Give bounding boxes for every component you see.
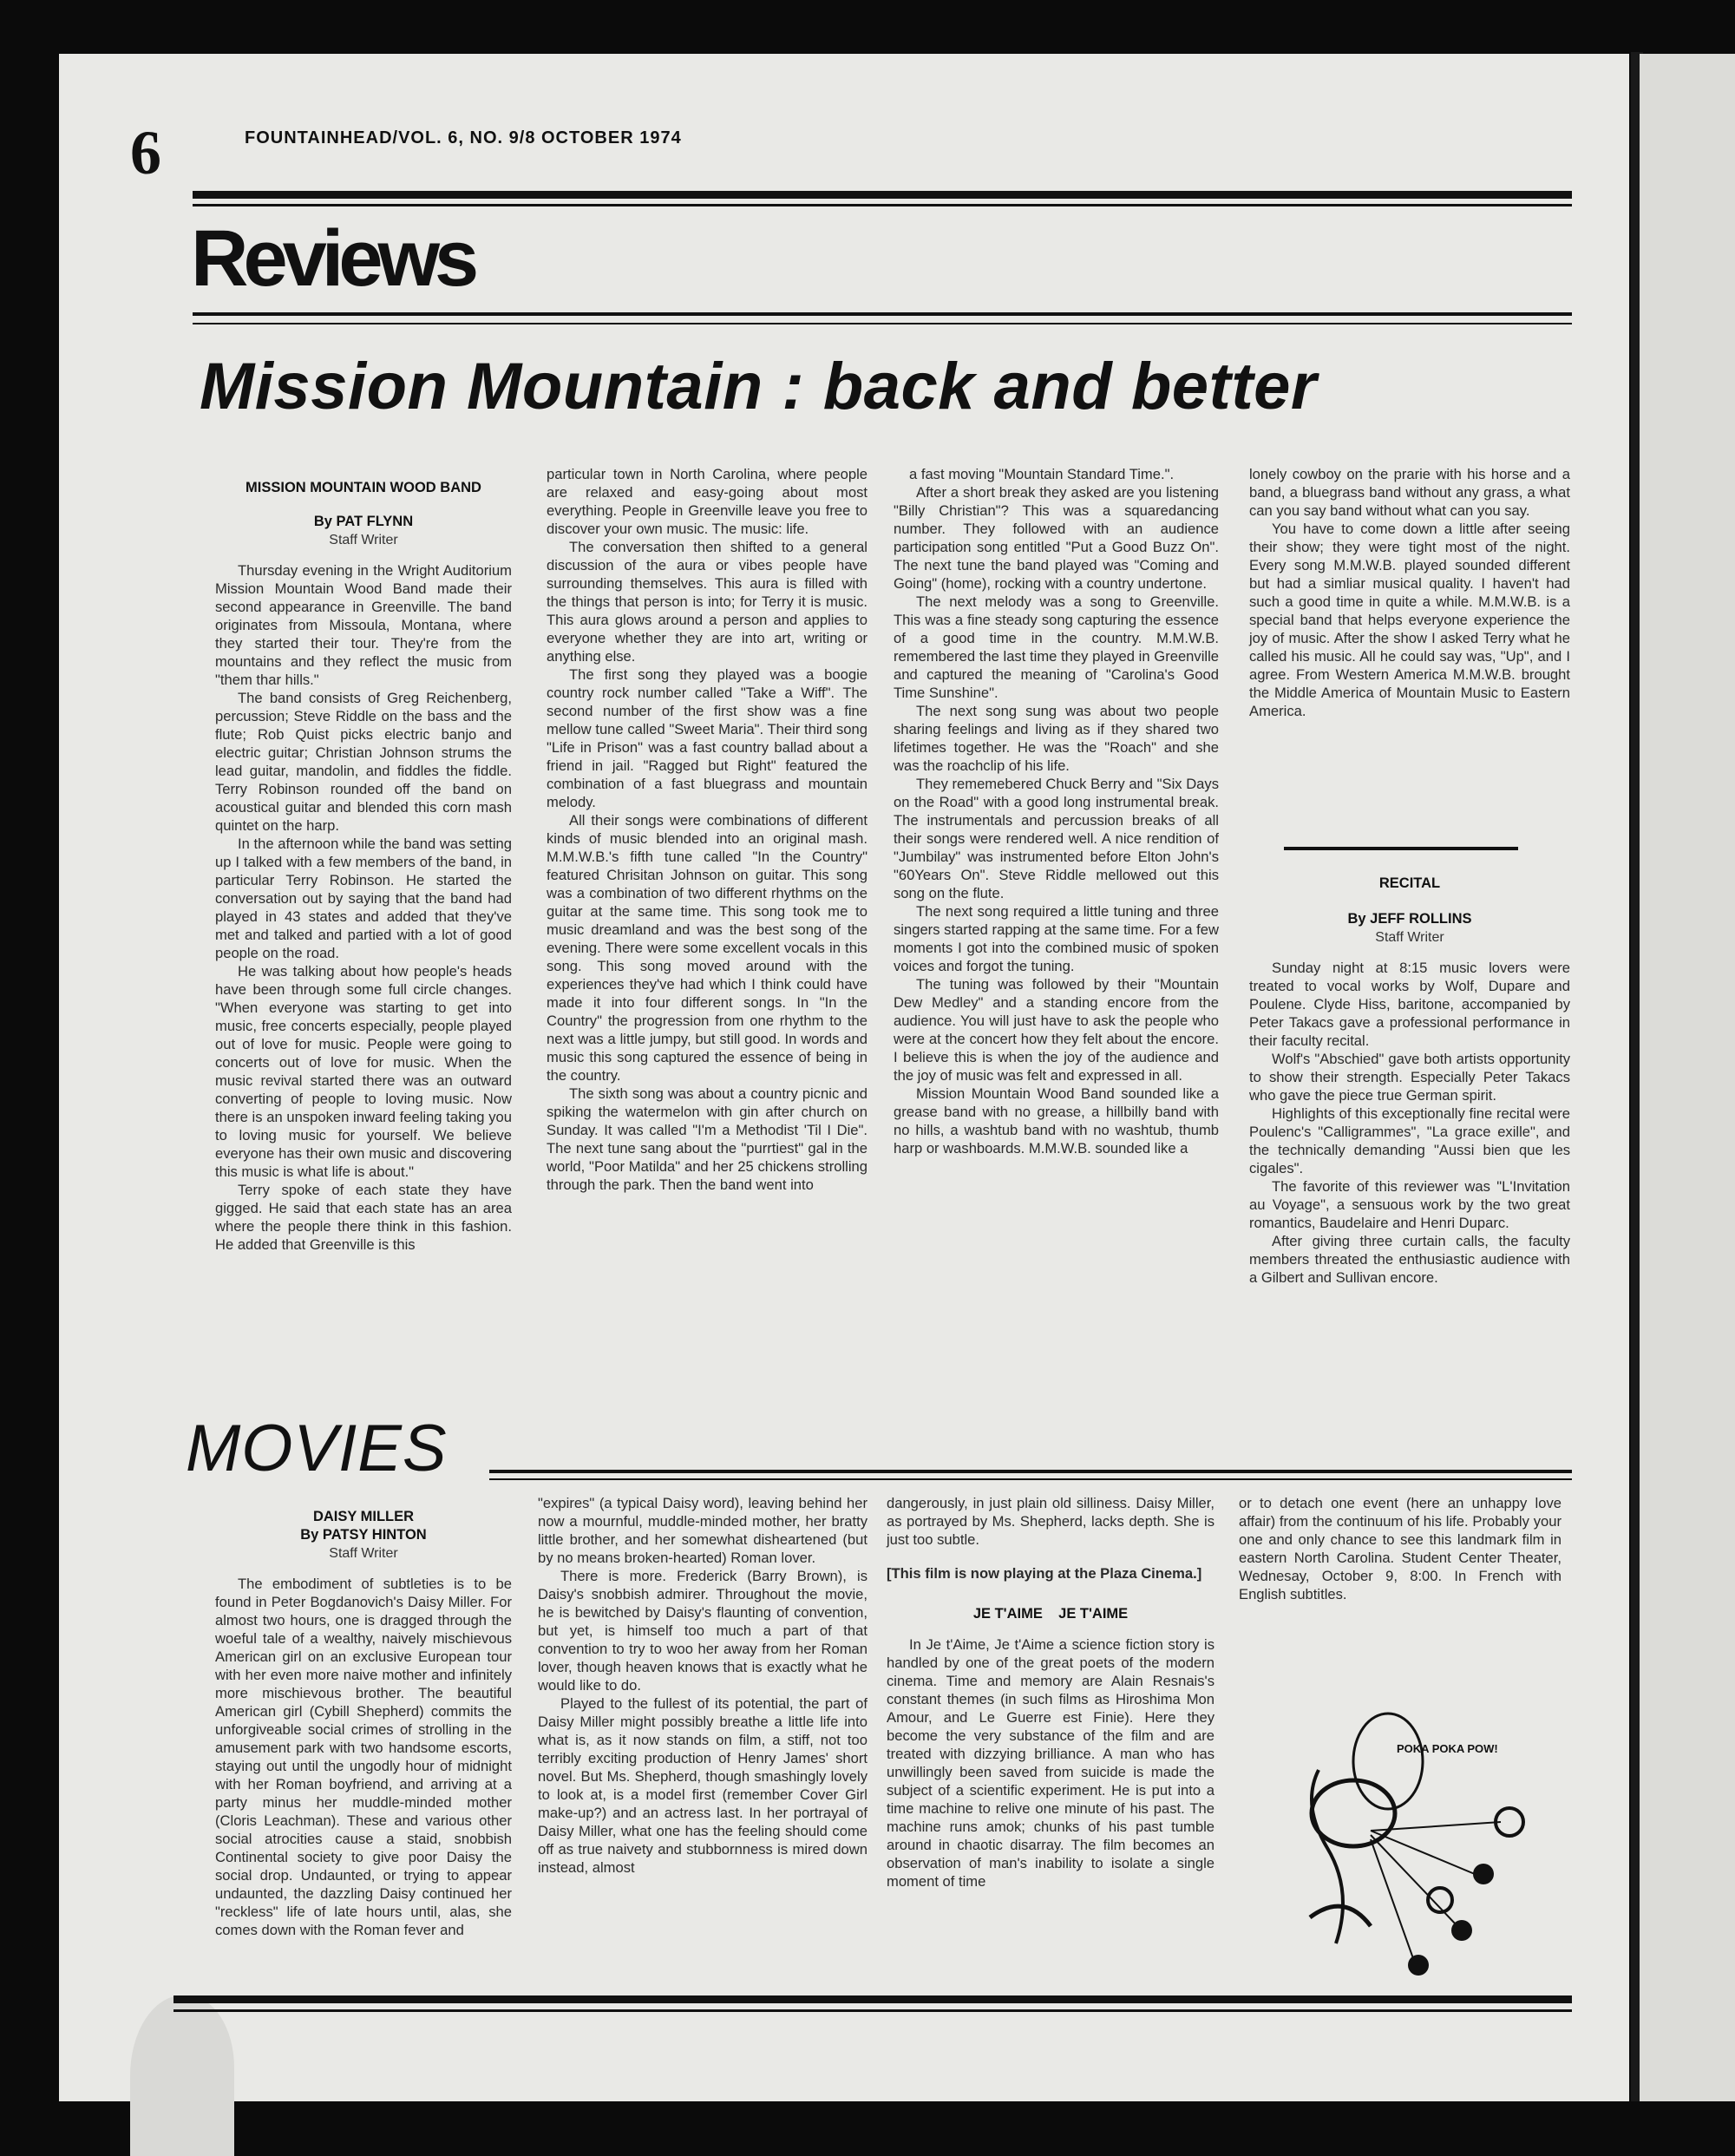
- cartoon-ball: [1473, 1864, 1494, 1884]
- article4-kicker: JE T'AIME JE T'AIME: [972, 1606, 1129, 1622]
- footer-rule-thin: [174, 2009, 1572, 2012]
- paragraph: The band consists of Greg Reichenberg, percussion; Steve Riddle on the bass and the flute; Rob Quist picks electric banjo and electric guitar; Christian Johnson strums the lead guitar, mandolin, and fiddles the fiddle. Terry Robinson rounded off the band on acoustical guitar and blended this corn mash quintet on the harp.: [215, 690, 512, 834]
- article3-byline: By PATSY HINTON: [300, 1527, 427, 1543]
- paragraph: The first song they played was a boogie country rock number called "Take a Wiff". The second number of the first show was a fine mellow tune called "Sweet Maria". Their third song "Life in Prison" was a fast country ballad about a friend in jail. "Ragged but Right" featured the combination of a fast bluegrass and mountain melody.: [547, 666, 868, 810]
- paragraph: Played to the fullest of its potential, the part of Daisy Miller might possibly breathe a little life into what is, as it now stands on film, a stiff, not too terribly exciting production of Henry James' short novel. But Ms. Shepherd, though smashingly lovely to look at, is a model first (remember Cover Girl make-up?) and an actress last. In her portrayal of Daisy Miller, what one has the feeling should come off as true naivety and stubbornness is mired down instead, almost: [538, 1695, 868, 1876]
- article2-credit: Staff Writer: [1375, 930, 1444, 945]
- section-rule-thin: [193, 323, 1572, 324]
- paragraph: a fast moving "Mountain Standard Time.".: [909, 466, 1175, 482]
- paragraph: After giving three curtain calls, the faculty members threated the enthusiastic audience with a Gilbert and Sullivan encore.: [1249, 1233, 1570, 1286]
- paragraph: There is more. Frederick (Barry Brown), is Daisy's snobbish admirer. Throughout the movie, he is bewitched by Daisy's flaunting of convention, but yet, is himself too much a part of that convention to try to woo her away from her Roman lover, though heaven knows that is exactly what he would like to do.: [538, 1568, 868, 1694]
- header-rule: [193, 191, 1572, 199]
- paragraph: dangerously, in just plain old silliness. Daisy Miller, as portrayed by Ms. Shepherd, lacks depth. She is just too subtle.: [887, 1495, 1214, 1548]
- headline: Mission Mountain : back and better: [200, 350, 1317, 423]
- masthead: FOUNTAINHEAD/VOL. 6, NO. 9/8 OCTOBER 1974: [245, 128, 682, 147]
- footer-rule: [174, 1995, 1572, 2003]
- paragraph: The sixth song was about a country picnic and spiking the watermelon with gin after church on Sunday. It was called "I'm a Methodist 'Til I Die". The next tune sang about the "purrtiest" gal in the world, "Poor Matilda" and her 25 chickens strolling through the park. Then the band went into: [547, 1085, 868, 1193]
- paragraph: particular town in North Carolina, where people are relaxed and easy-going about most everything. People in Greenville leave you free to discover your own music. The music: life.: [547, 466, 868, 537]
- section-title: Reviews: [191, 214, 475, 303]
- adjacent-page: [1640, 54, 1735, 2101]
- page-number: 6: [130, 118, 161, 187]
- paragraph: The embodiment of subtleties is to be found in Peter Bogdanovich's Daisy Miller. For almost two hours, one is dragged through the woeful tale of a wealthy, naively mischievous American girl on an exclusive European tour with her even more naive mother and infinitely more mischievous brother. The beautiful American girl (Cybill Shepherd) commits the unforgiveable social crimes of strolling in the amusement park with two handsome escorts, staying out until the ungodly hour of midnight with her Roman boyfriend, and arriving at a party minus her muddle-minded mother (Cloris Leachman). These and various other social atrocities cause a staid, snobbish Continental society to give poor Daisy the social drop. Undaunted, or trying to appear undaunted, the dazzling Daisy continued her "reckless" life of late hours until, alas, she comes down with the Roman fever and: [215, 1576, 512, 1938]
- article2-byline: By JEFF ROLLINS: [1347, 911, 1472, 927]
- paragraph: He was talking about how people's heads have been through some full circle changes. "When everyone was starting to get into music, free concerts especially, people played out of love for music. People were going to concerts out of love for music. When the music revival started there was an outward converting of people to loving music. Now there is an unspoken inward feeling taking you to loving music for yourself. We believe everyone has their own music and discovering this music is what life is about.": [215, 963, 512, 1180]
- article1-col4: [1249, 465, 1570, 720]
- article3-col3: [887, 1494, 1214, 1891]
- paragraph: "expires" (a typical Daisy word), leaving behind her now a mournful, muddle-minded mother, her bratty little brother, and her somewhat disheartened (but by no means broken-hearted) Roman lover.: [538, 1495, 868, 1566]
- article2: [1249, 875, 1570, 1287]
- article1-col1: [215, 479, 512, 1254]
- movies-rule: [489, 1470, 1572, 1473]
- article4-col4: [1239, 1494, 1562, 1603]
- article1-col2: [547, 465, 868, 1194]
- article3-col1: [215, 1508, 512, 1939]
- article3-col2: [538, 1494, 868, 1877]
- paragraph: You have to come down a little after seeing their show; they were tight most of the night. Every song M.M.W.B. played sounded different but had a simliar musical quality. I haven't had such a good time in quite a while. M.M.W.B. is a special band that helps everyone experience the joy of music. After the show I asked Terry what he called his music. All he could say was, "Up", and I agree. From Western America M.M.W.B. brought the Middle America of Mountain Music to Eastern America.: [1249, 521, 1570, 719]
- paragraph: They rememebered Chuck Berry and "Six Days on the Road" with a good long instrumental break. The instrumentals and percussion breaks of all their songs were rendered well. A nice rendition of "Jumbilay" was instrumented before Elton John's "60Years On". Steve Riddle mellowed out this song on the flute.: [894, 776, 1219, 901]
- cartoon-caption: POKA POKA POW!: [1397, 1742, 1498, 1755]
- paragraph: lonely cowboy on the prarie with his horse and a band, a bluegrass band without any grass, a what can you say band without what can you say.: [1249, 466, 1570, 519]
- movies-rule-thin: [489, 1478, 1572, 1480]
- paragraph: The conversation then shifted to a general discussion of the aura or vibes people have surrounding themselves. This aura is filled with the things that person is into; for Terry it is music. This aura glows around a person and applies to everyone whether they are into art, writing or anything else.: [547, 539, 868, 665]
- article2-kicker: RECITAL: [1378, 875, 1441, 891]
- cartoon-illustration: [1284, 1701, 1544, 1987]
- column-divider: [1284, 847, 1518, 850]
- paragraph: The next melody was a song to Greenville. This was a fine steady song capturing the essence of a good time in the country. M.M.W.B. remembered the last time they played in Greenville and captured the meaning of "Carolina's Good Time Sunshine".: [894, 593, 1219, 701]
- article3-kicker: DAISY MILLER: [312, 1509, 415, 1524]
- paragraph: Sunday night at 8:15 music lovers were treated to vocal works by Wolf, Dupare and Poulene. Clyde Hiss, baritone, accompanied by Peter Takacs gave a professional performance in their faculty recital.: [1249, 960, 1570, 1049]
- article1-col3: [894, 465, 1219, 1157]
- paragraph: The tuning was followed by their "Mountain Dew Medley" and a standing encore from the audience. You will just have to ask the people who were at the concert how they felt about the encore. I believe this is when the joy of the audience and the joy of music was felt and expressed in all.: [894, 976, 1219, 1084]
- paragraph: The favorite of this reviewer was "L'Invitation au Voyage", a sensuous work by the two great romantics, Baudelaire and Henri Duparc.: [1249, 1178, 1570, 1231]
- thumb-shadow: [130, 1995, 234, 2156]
- paragraph: After a short break they asked are you listening "Billy Christian"? This was a squaredancing number. They followed with an audience participation song entitled "Put a Good Buzz On". The next tune the band played was "Coming and Going" (home), rocking with a country undertone.: [894, 484, 1219, 592]
- article1-byline: By PAT FLYNN: [313, 514, 414, 529]
- paragraph: Mission Mountain Wood Band sounded like a grease band with no grease, a hillbilly band with no hills, a washtub band with no washtub, thumb harp or washboards. M.M.W.B. sounded like a: [894, 1085, 1219, 1157]
- film-note: [This film is now playing at the Plaza Cinema.]: [887, 1565, 1202, 1582]
- article3-credit: Staff Writer: [329, 1546, 398, 1561]
- movies-title: MOVIES: [186, 1412, 448, 1485]
- cartoon-ball: [1408, 1955, 1429, 1976]
- section-rule: [193, 312, 1572, 316]
- paragraph: The next song sung was about two people sharing feelings and living as if they shared two lifetimes together. He was the "Roach" and she was the roachclip of his life.: [894, 703, 1219, 774]
- paragraph: Thursday evening in the Wright Auditorium Mission Mountain Wood Band made their second appearance in Greenville. The band originates from Missoula, Montana, where they started their tour. They're from the mountains and they reflect the music from "them thar hills.": [215, 562, 512, 688]
- article1-credit: Staff Writer: [329, 533, 398, 547]
- paragraph: Terry spoke of each state they have gigged. He said that each state has an area where the people there think in this fashion. He added that Greenville is this: [215, 1182, 512, 1253]
- paragraph: Highlights of this exceptionally fine recital were Poulenc's "Calligrammes", "La grace exille", and the technically demanding "Aussi bien que les cigales".: [1249, 1105, 1570, 1176]
- cartoon-ball: [1451, 1920, 1472, 1941]
- article1-kicker: MISSION MOUNTAIN WOOD BAND: [246, 480, 481, 495]
- paragraph: The next song required a little tuning and three singers started rapping at the same time. For a few moments I got into the combined music of spoken voices and forgot the tuning.: [894, 903, 1219, 974]
- paragraph: In the afternoon while the band was setting up I talked with a few members of the band, in particular Terry Robinson. He started the conversation out by saying that the band had played in 43 states and added that they've met and talked and partied with a lot of good people on the road.: [215, 836, 512, 961]
- paragraph: All their songs were combinations of different kinds of music blended into an original mash. M.M.W.B.'s fifth tune called "In the Country" featured Chrisitan Johnson on guitar. This song was a combination of two different rhythms on the guitar at the same time. This song took me to music dreamland and was the best song of the evening. There were some excellent vocals in this song. This song moved around with the experiences they've had which I think could have made it into four different songs. In "In the Country" the progression from one rhythm to the next was a little jumpy, but still good. In words and music this song captured the essence of being in the country.: [547, 812, 868, 1084]
- header-rule-thin: [193, 204, 1572, 206]
- paragraph: or to detach one event (here an unhappy love affair) from the continuum of his life. Probably your one and only chance to see this landmark film in eastern North Carolina. Student Center Theater, Wednesay, October 9, 8:00. In French with English subtitles.: [1239, 1495, 1562, 1602]
- paragraph: In Je t'Aime, Je t'Aime a science fiction story is handled by one of the great poets of the modern cinema. Time and memory are Alain Resnais's constant themes (in such films as Hiroshima Mon Amour, and Le Guerre est Finie). Here they become the very substance of the film and are treated with dizzying brilliance. A man who has unwillingly been saved from suicide is made the subject of a scientific experiment. He is put into a time machine to relive one minute of his past. The machine runs amok; chunks of his past tumble around in chaotic disarray. The film becomes an observation of man's inability to isolate a single moment of time: [887, 1636, 1214, 1890]
- paragraph: Wolf's "Abschied" gave both artists opportunity to show their strength. Especially Peter Takacs who gave the piece true German spirit.: [1249, 1051, 1570, 1104]
